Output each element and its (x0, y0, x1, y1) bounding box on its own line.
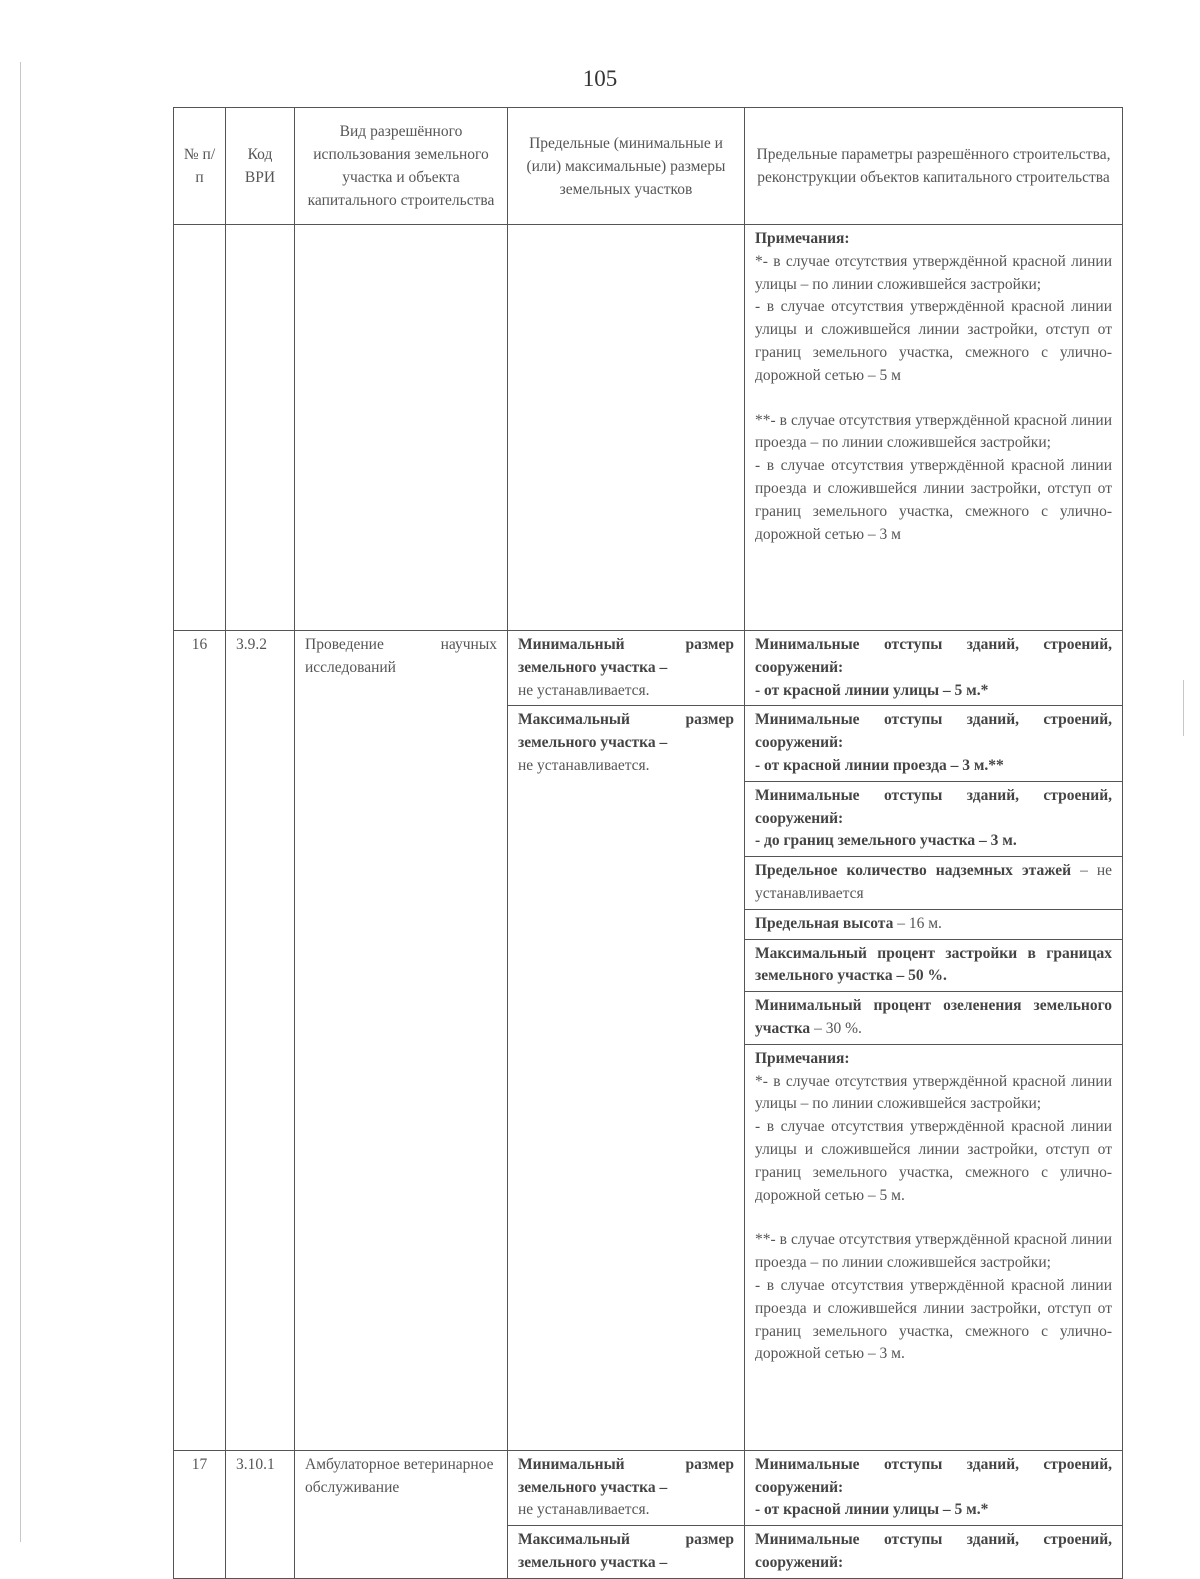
row16-code: 3.9.2 (226, 631, 295, 1451)
row17-min-size (508, 1450, 745, 1525)
row17-param-2 (745, 1526, 1123, 1579)
row17-param-1 (745, 1450, 1123, 1525)
header-use-type: Вид разрешённого использования земельного участка и объекта капитального строительства (295, 108, 508, 225)
min-size-value: не устанавливается. (518, 1501, 650, 1519)
row17-name: Амбулаторное ветеринарное обслуживание (295, 1450, 508, 1578)
note-text: - в случае отсутствия утверждённой красной линии улицы и сложившейся линии застройки, отступ от границ земельного участка, смежного с улично-дорожной сетью – 5 м. (755, 1118, 1112, 1204)
notes-title: Примечания: (755, 230, 850, 247)
note-text: *- в случае отсутствия утверждённой красной линии улицы – по линии сложившейся застройки; (755, 1072, 1112, 1113)
carryover-code (226, 225, 295, 631)
carryover-name (295, 225, 508, 631)
row16-param-4 (745, 857, 1123, 910)
param-title: Минимальные отступы зданий, строений, сооружений: (755, 786, 1112, 827)
note-text: *- в случае отсутствия утверждённой красной линии улицы – по линии сложившейся застройки; (755, 252, 1112, 293)
land-use-table (173, 107, 1123, 1579)
row16-num: 16 (174, 631, 226, 1451)
param-value: – 30 %. (814, 1019, 862, 1037)
note-text: **- в случае отсутствия утверждённой красной линии проезда – по линии сложившейся застройки; (755, 1231, 1112, 1272)
table-header-row (174, 108, 1123, 225)
row16-param-3 (745, 781, 1123, 856)
param-value: – 16 м. (897, 914, 942, 932)
carryover-num (174, 225, 226, 631)
param-value: – не устанавливается (755, 862, 1112, 902)
param-value: - от красной линии улицы – 5 м.* (755, 1501, 989, 1519)
scan-edge-mark (20, 62, 21, 1542)
scan-edge-mark (1183, 680, 1184, 736)
header-code: Код ВРИ (226, 108, 295, 225)
param-title: Предельное количество надземных этажей (755, 862, 1072, 880)
row16-param-6 (745, 939, 1123, 992)
row16-name: Проведение научных исследований (295, 631, 508, 1451)
carryover-notes (745, 225, 1123, 631)
note-text: - в случае отсутствия утверждённой красной линии улицы и сложившейся линии застройки, отступ от границ земельного участка, смежного с улично-дорожной сетью – 5 м (755, 298, 1112, 384)
param-value: - от красной линии улицы – 5 м.* (755, 681, 989, 699)
row16-param-1 (745, 631, 1123, 706)
table-row (174, 631, 1123, 706)
row16-param-7 (745, 992, 1123, 1045)
header-params: Предельные параметры разрешённого строительства, реконструкции объектов капитального строительства (745, 108, 1123, 225)
header-plot-sizes: Предельные (минимальные и (или) максимальные) размеры земельных участков (508, 108, 745, 225)
param-title: Минимальные отступы зданий, строений, сооружений: (755, 711, 1112, 752)
row16-param-2 (745, 706, 1123, 781)
param-value: - от красной линии проезда – 3 м.** (755, 756, 1004, 774)
row16-max-size (508, 706, 745, 1450)
max-size-label: Максимальный размер земельного участка – (518, 1531, 734, 1571)
carryover-sizes (508, 225, 745, 631)
max-size-label: Максимальный размер земельного участка – (518, 711, 734, 752)
min-size-label: Минимальный размер земельного участка – (518, 636, 734, 676)
param-title: Предельная высота (755, 914, 894, 932)
page-number: 105 (582, 66, 618, 91)
param-title: Минимальные отступы зданий, строений, сооружений: (755, 636, 1112, 676)
param-value: – 50 %. (896, 967, 947, 985)
param-title: Минимальные отступы зданий, строений, сооружений: (755, 1531, 1112, 1571)
carryover-row (174, 225, 1123, 631)
row16-notes (745, 1044, 1123, 1450)
param-value: - до границ земельного участка – 3 м. (755, 832, 1017, 850)
param-title: Минимальные отступы зданий, строений, сооружений: (755, 1455, 1112, 1496)
row16-param-5 (745, 909, 1123, 939)
max-size-value: не устанавливается. (518, 756, 650, 774)
param-title: Минимальный процент озеленения земельного участка (755, 997, 1112, 1037)
row17-num: 17 (174, 1450, 226, 1578)
param-title: Максимальный процент застройки в границах земельного участка (755, 944, 1112, 985)
min-size-value: не устанавливается. (518, 681, 650, 699)
note-text: - в случае отсутствия утверждённой красной линии проезда и сложившейся линии застройки, отступ от границ земельного участка, смежного с улично-дорожной сетью – 3 м. (755, 1276, 1112, 1363)
row17-code: 3.10.1 (226, 1450, 295, 1578)
note-text: **- в случае отсутствия утверждённой красной линии проезда – по линии сложившейся застройки; (755, 411, 1112, 452)
header-num: № п/п (174, 108, 226, 225)
note-text: - в случае отсутствия утверждённой красной линии проезда и сложившейся линии застройки, отступ от границ земельного участка, смежного с улично-дорожной сетью – 3 м (755, 457, 1112, 543)
row16-min-size (508, 631, 745, 706)
row17-max-size (508, 1526, 745, 1579)
min-size-label: Минимальный размер земельного участка – (518, 1455, 734, 1496)
notes-title: Примечания: (755, 1049, 850, 1067)
table-row (174, 1450, 1123, 1525)
